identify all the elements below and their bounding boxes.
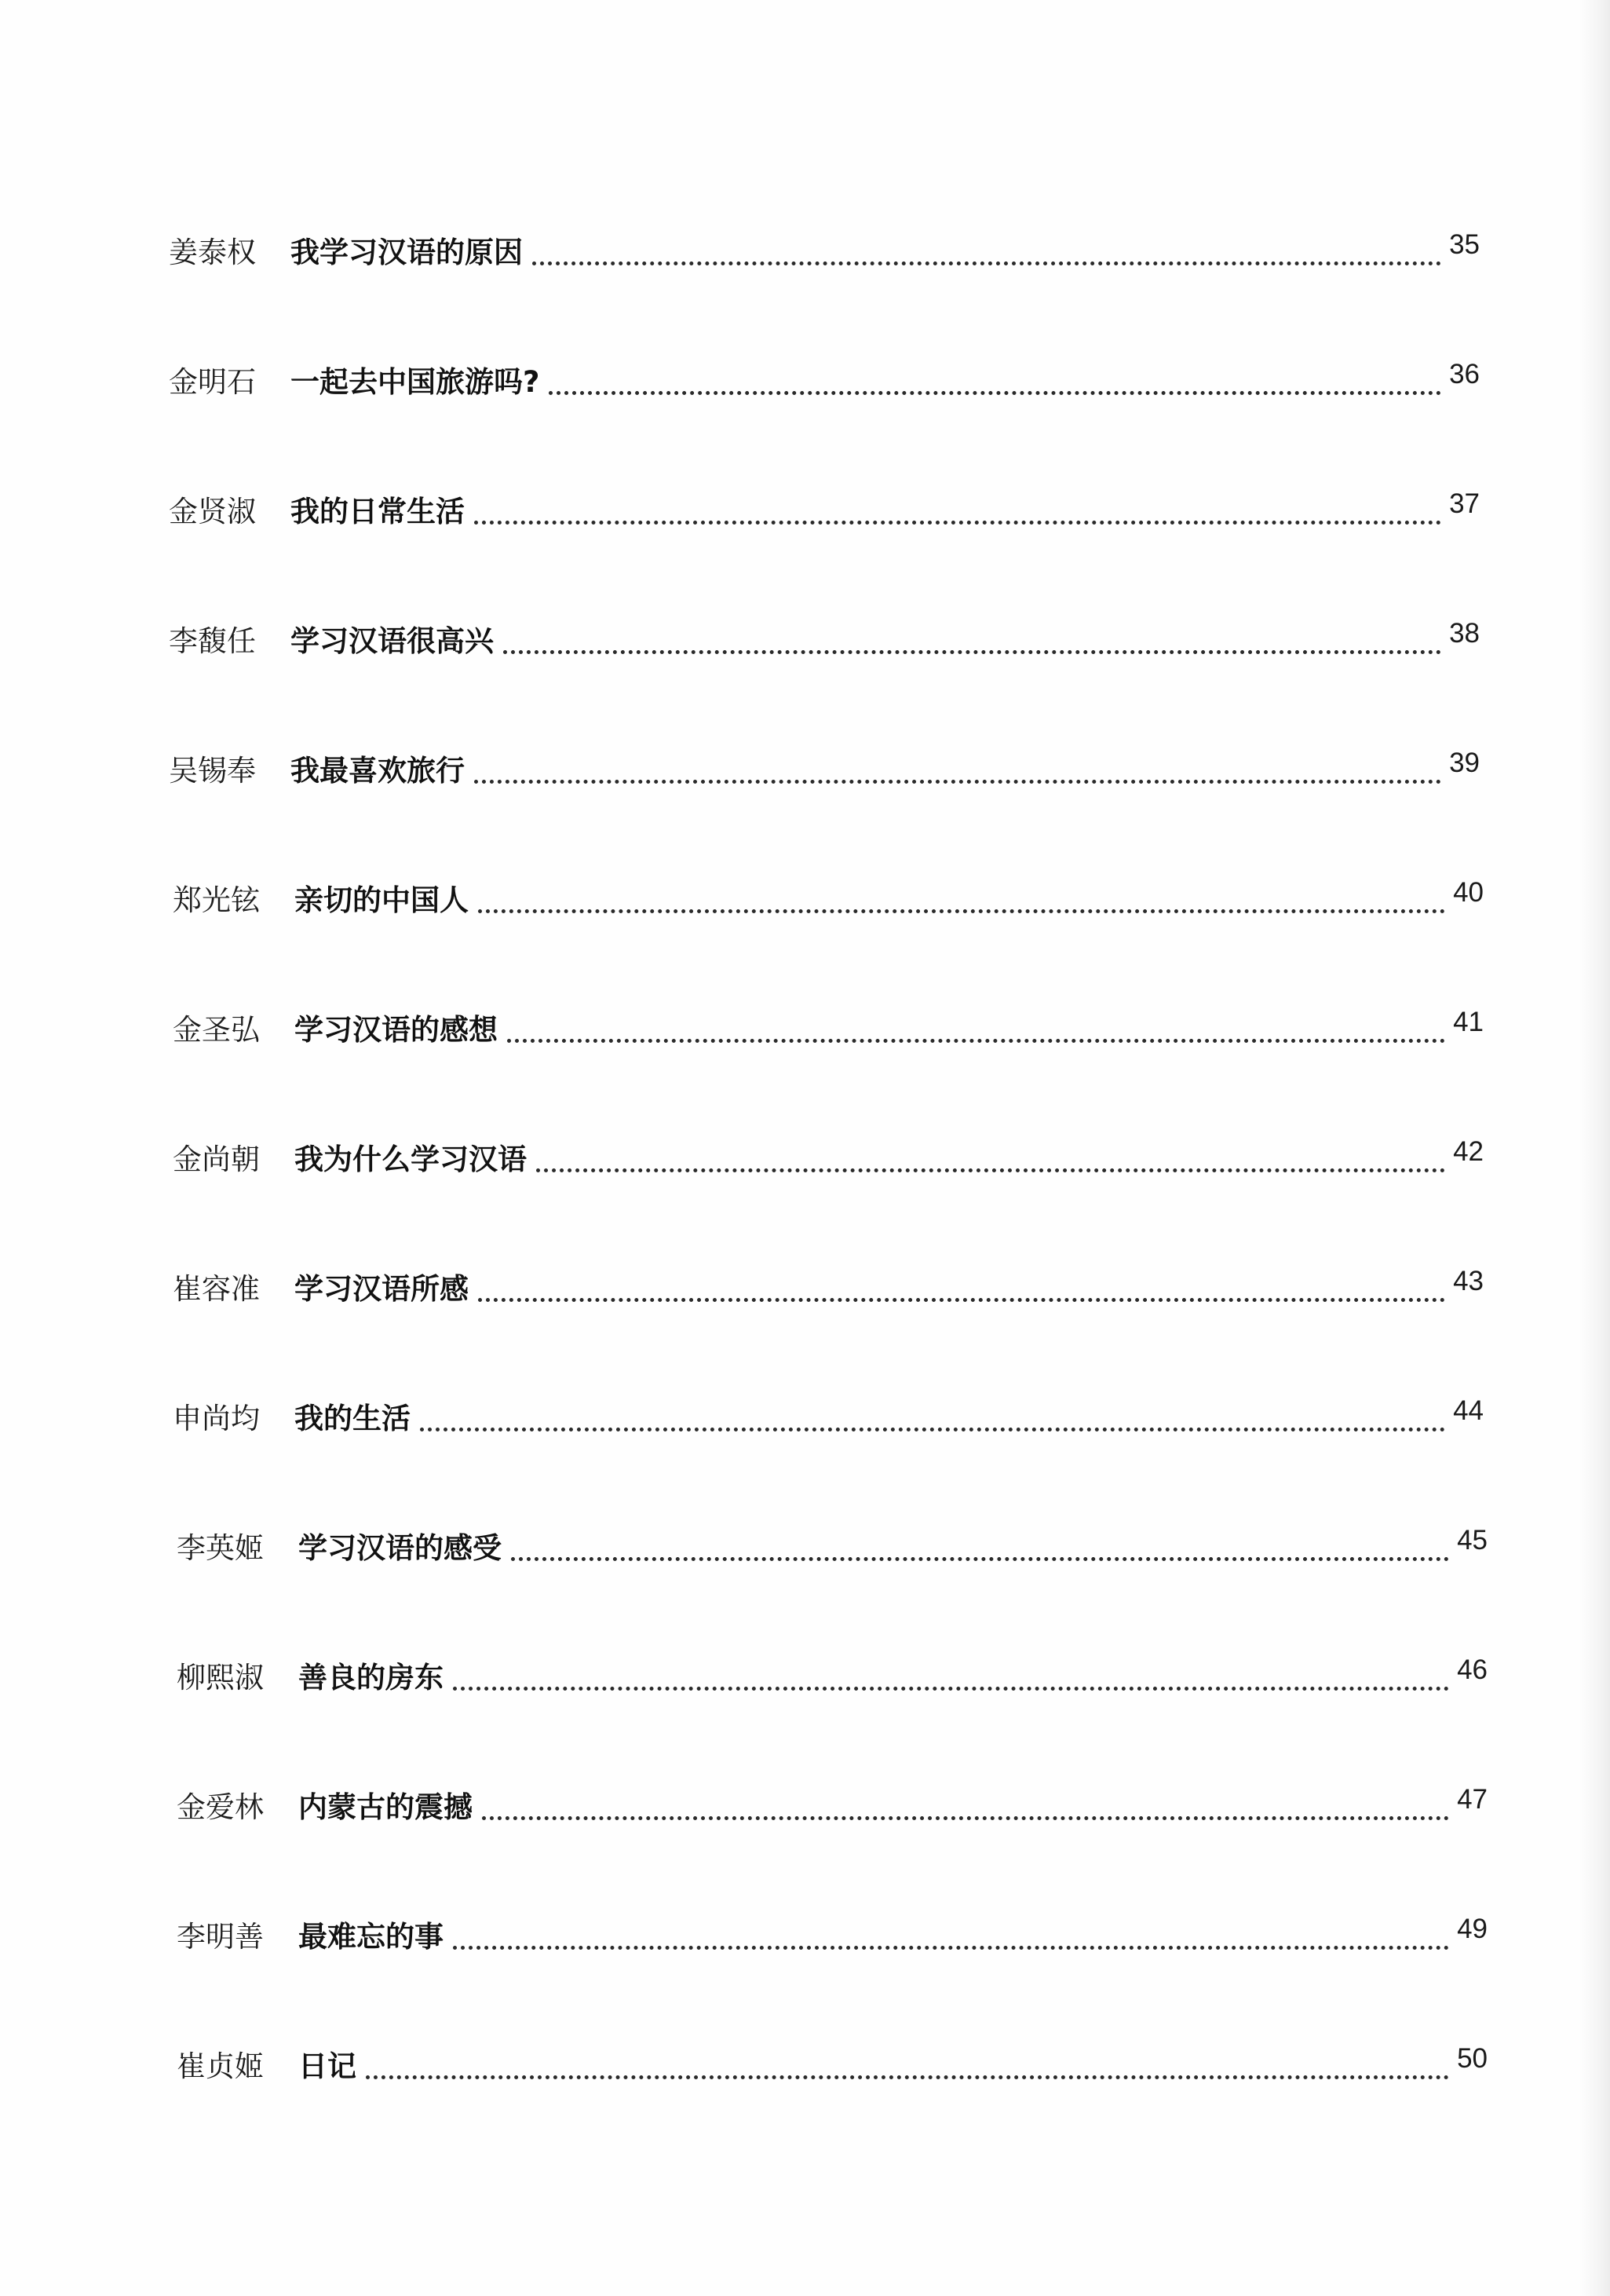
toc-dot-leader [478, 1298, 1445, 1302]
toc-entry [173, 1007, 1484, 1136]
page-edge-shadow [1579, 0, 1610, 2296]
toc-title-line [294, 877, 1484, 924]
toc-entry [173, 877, 1484, 1007]
toc-dot-leader [503, 650, 1441, 654]
toc-title: 我为什么学习汉语 [294, 1143, 527, 1176]
toc-dot-leader [536, 1168, 1445, 1172]
table-of-contents [169, 229, 1488, 2173]
toc-author: 吴锡奉 [169, 754, 256, 788]
toc-entry [177, 2043, 1488, 2173]
toc-dot-leader [366, 2075, 1449, 2079]
toc-title: 日记 [298, 2049, 356, 2083]
toc-page-number: 39 [1449, 748, 1480, 778]
toc-entry [169, 229, 1480, 359]
toc-title-line [298, 1914, 1488, 1961]
toc-title: 学习汉语所感 [294, 1272, 469, 1306]
toc-title-line [298, 1525, 1488, 1572]
toc-dot-leader [532, 261, 1441, 265]
toc-dot-leader [453, 1946, 1449, 1950]
toc-title: 一起去中国旅游吗? [290, 365, 540, 399]
toc-entry [169, 359, 1480, 488]
toc-page-number: 47 [1457, 1784, 1488, 1815]
toc-title-line [298, 1784, 1488, 1831]
toc-title-line [294, 1136, 1484, 1183]
toc-page-number: 36 [1449, 359, 1480, 389]
toc-entry [177, 1654, 1488, 1784]
toc-author: 金尚朝 [173, 1143, 260, 1176]
toc-author: 崔容准 [173, 1272, 260, 1306]
toc-page-number: 44 [1453, 1395, 1484, 1426]
toc-title-line [294, 1395, 1484, 1442]
toc-author: 李馥任 [169, 624, 256, 658]
toc-author: 崔贞姬 [177, 2049, 264, 2083]
toc-entry [169, 618, 1480, 748]
toc-dot-leader [474, 521, 1441, 525]
toc-page-number: 49 [1457, 1914, 1488, 1944]
toc-title-line [290, 359, 1480, 406]
toc-title: 我最喜欢旅行 [290, 754, 465, 788]
toc-title-line [290, 229, 1480, 276]
toc-entry [177, 1914, 1488, 2043]
toc-author: 李明善 [177, 1920, 264, 1954]
toc-page-number: 46 [1457, 1654, 1488, 1685]
toc-title: 善良的房东 [298, 1661, 444, 1695]
toc-title: 我的生活 [294, 1402, 411, 1435]
toc-title: 学习汉语的感想 [294, 1013, 498, 1047]
toc-author: 申尚均 [173, 1402, 260, 1435]
toc-author: 郑光铉 [173, 883, 260, 917]
toc-author: 姜泰权 [169, 236, 256, 269]
toc-title-line [290, 748, 1480, 795]
toc-title: 学习汉语的感受 [298, 1531, 502, 1565]
toc-page-number: 41 [1453, 1007, 1484, 1037]
toc-author: 金圣弘 [173, 1013, 260, 1047]
toc-title-line [290, 618, 1480, 665]
toc-title-line [294, 1007, 1484, 1054]
toc-title: 我的日常生活 [290, 495, 465, 528]
toc-dot-leader [420, 1428, 1445, 1431]
toc-title: 内蒙古的震撼 [298, 1790, 473, 1824]
toc-page-number: 35 [1449, 229, 1480, 260]
toc-title-line [290, 488, 1480, 536]
toc-page-number: 42 [1453, 1136, 1484, 1167]
toc-page-number: 38 [1449, 618, 1480, 649]
toc-title-line [298, 1654, 1488, 1702]
toc-dot-leader [482, 1816, 1449, 1820]
toc-page-number: 37 [1449, 488, 1480, 519]
toc-page-number: 43 [1453, 1266, 1484, 1296]
toc-title-line [298, 2043, 1488, 2090]
toc-title: 最难忘的事 [298, 1920, 444, 1954]
toc-dot-leader [474, 780, 1441, 784]
toc-entry [173, 1136, 1484, 1266]
toc-entry [169, 748, 1480, 877]
toc-author: 金爱林 [177, 1790, 264, 1824]
toc-page-number: 50 [1457, 2043, 1488, 2074]
toc-title: 我学习汉语的原因 [290, 236, 523, 269]
toc-title: 学习汉语很高兴 [290, 624, 494, 658]
toc-dot-leader [478, 909, 1445, 913]
toc-dot-leader [549, 391, 1441, 395]
toc-entry [173, 1266, 1484, 1395]
toc-page-number: 40 [1453, 877, 1484, 908]
toc-title-line [294, 1266, 1484, 1313]
toc-page-number: 45 [1457, 1525, 1488, 1556]
toc-author: 李英姬 [177, 1531, 264, 1565]
toc-dot-leader [507, 1039, 1445, 1043]
toc-dot-leader [453, 1687, 1449, 1691]
toc-dot-leader [511, 1557, 1449, 1561]
toc-author: 柳熙淑 [177, 1661, 264, 1695]
toc-author: 金贤淑 [169, 495, 256, 528]
toc-entry [169, 488, 1480, 618]
toc-entry [173, 1395, 1484, 1525]
toc-title: 亲切的中国人 [294, 883, 469, 917]
toc-entry [177, 1525, 1488, 1654]
toc-entry [177, 1784, 1488, 1914]
toc-author: 金明石 [169, 365, 256, 399]
